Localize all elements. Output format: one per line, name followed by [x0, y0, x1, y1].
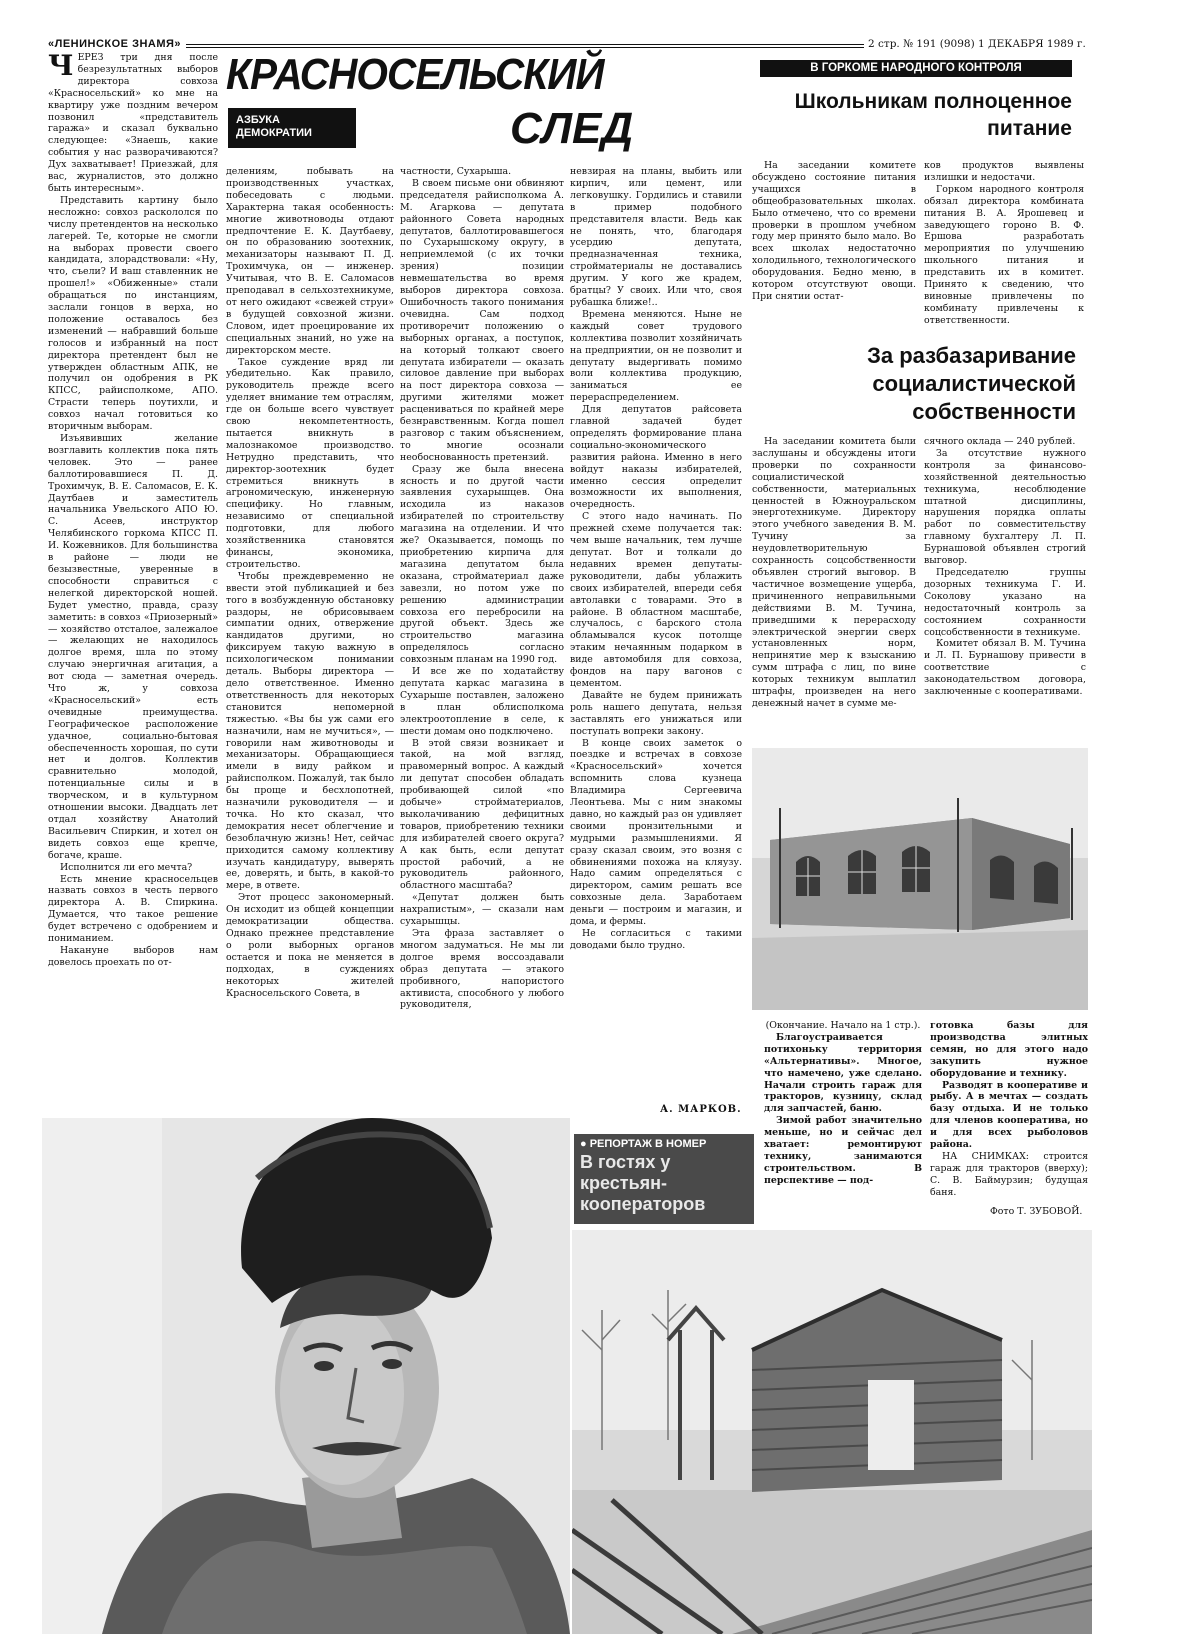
nutrition-column-2	[924, 160, 1084, 335]
paragraph: В конце своих заметок о поездке и встречах в совхозе «Красносельский» хочется вспомнить слова кузнеца Владимира Сергеевича Леонтьева. Мы с ним знакомы давно, но каждый раз он удивляет своими пронзительными и мудрыми размышлениями. Я сразу сказал своим, это возня с обвинениями похожа на кляузу. Надо самим определяться с директором, самим решать все совхозные дела. Заработаем деньги — построим и магазин, и дома, и фермы.	[570, 737, 742, 928]
paragraph: Комитет обязал В. М. Тучина и Л. П. Бурнашову привести в соответствие с законодательством договора, заключенные с кооперативами.	[924, 638, 1086, 698]
paragraph: ЕРЕЗ три дня после безрезультатных выборов директора совхоза «Красносельский» ко мне на квартиру уже поздним вечером позвонил «представитель гаража» и сказал буквально следующее: «Знаешь, какие события у нас разворачиваются? Дух захватывает! Приезжай, для вас, журналистов, это должно быть интересным».	[48, 52, 218, 194]
rubric-box	[228, 108, 356, 148]
paragraph: Разводят в кооперативе и рыбу. А в мечтах — создать базу отдыха. И не только для членов кооператива, но и для всех рыболовов района.	[930, 1079, 1088, 1151]
newspaper-name: «ЛЕНИНСКОЕ ЗНАМЯ»	[48, 38, 182, 50]
paragraph: Такое суждение вряд ли убедительно. Как правило, руководитель прежде всего уделяет внимание тем отраслям, где он больше всего чувствует свою некомпетентность, пытается вникнуть в малознакомое производство. Нетрудно представить, что директор-зоотехник будет стремиться вникнуть в агрономическую, инженерную специфику. Но главным, независимо от специальной подготовки, для любого хозяйственника становятся финансы, экономика, строительство.	[226, 356, 394, 570]
embezzlement-column-2	[924, 436, 1086, 742]
paragraph: За отсутствие нужного контроля за финансово-хозяйственной деятельностью техникума, несоблюдение штатной дисциплины, нарушения порядка оплаты работ по совместительству главному бухгалтеру Л. П. Бурнашовой объявлен строгий выговор.	[924, 447, 1086, 567]
report-column-1	[764, 1020, 922, 1228]
article-title-line1: КРАСНОСЕЛЬСКИЙ	[226, 50, 604, 99]
paragraph: Есть мнение красносельцев назвать совхоз в честь первого директора А. В. Спиркина. Думается, что такое решение будет встречено с одобрением и пониманием.	[48, 873, 218, 945]
paragraph: Зимой работ значительно меньше, но и сейчас дел хватает: ремонтируют технику, занимаются строительством. В перспективе — под-	[764, 1115, 922, 1186]
paragraph: Накануне выборов нам довелось проехать по от-	[48, 944, 218, 968]
headline-school-nutrition: Школьникам полноценное питание	[794, 90, 1072, 140]
paragraph: сячного оклада — 240 рублей.	[924, 436, 1076, 447]
paragraph: Эта фраза заставляет о многом задуматься. Не мы ли долгое время воссоздавали образ депутата — этакого пробивного, напористого активиста, способного у любого руководителя,	[400, 928, 564, 1011]
paragraph: (Окончание. Начало на 1 стр.).	[765, 1020, 921, 1031]
paragraph: Сразу же была внесена ясность и по другой части заявления сухарышцев. Она исходила из наказов избирателей по строительству магазина на отделении. И что же? Оказывается, помощь по приобретению кирпича для магазина депутатом была оказана, стройматериал даже завезли, но потом уже по решению администрации совхоза его перебросили на другой объект. Здесь же строительство магазина определялось согласно совхозным планам на 1990 год.	[400, 463, 564, 666]
headline-embezzlement: За разбазаривание социалистической собственности	[867, 343, 1076, 424]
paragraph: частности, Сухарыша.	[400, 166, 512, 177]
photo-bathhouse	[572, 1230, 1092, 1634]
paragraph: На заседании комитете обсуждено состояние питания учащихся в общеобразовательных школах. Было отмечено, что со времени проверки в прошлом учебном году мер принято было мало. Во всех школах недостаточно холодильного, технологического оборудования. Бедно меню, в котором отсутствуют овощи. При снятии остат-	[752, 160, 916, 302]
photo-portrait	[42, 1118, 570, 1634]
paragraph: Не согласиться с такими доводами было трудно.	[570, 928, 742, 951]
rubric-label: АЗБУКА ДЕМОКРАТИИ	[236, 114, 312, 139]
paragraph: В своем письме они обвиняют председателя райисполкома А. М. Агаркова — депутата районного Совета народных депутатов, баллотировавшегося по Сухарышскому округу, в неприемлемой (с их точки зрения) позиции невмешательства во время выборов директора совхоза. Ошибочность такого понимания очевидна. Сам подход противоречит положению о выборных органах, а поступок, на который толкают своего депутата избиратели — оказать силовое давление при выборах на пост директора совхоза — другими жителями может расцениваться по крайней мере безнравственным. Когда пошел разговор с таким объяснением, то многие осознали необоснованность претензий.	[400, 177, 564, 463]
paragraph: С этого надо начинать. По прежней схеме получается так: чем выше начальник, тем лучше депутат. Вот и толкали до недавних времен депутаты-руководители, дабы ублажить своих избирателей, впереди себя автолавки с товарами. Это в районе. В областном масштабе, случалось, с барского стола обламывался кусок потолще этаким нечаянным подарком в виде автомобиля для совхоза, фондов на пару вагонов с цементом.	[570, 511, 742, 689]
paragraph: НА СНИМКАХ: строится гараж для тракторов (вверху); С. В. Баймурзин; будущая баня.	[930, 1150, 1088, 1198]
paragraph: В этой связи возникает и такой, на мой взгляд, правомерный вопрос. А каждый ли депутат способен обладать пробивающей силой «по добыче» стройматериалов, выколачиванию дефицитных товаров, приобретению техники для избирателей своего округа? А как быть, если депутат простой рабочий, а не руководитель районного, областного масштаба?	[400, 737, 564, 892]
paragraph: невзирая на планы, выбить или кирпич, или цемент, или легковушку. Гордились и ставили в пример подобного представителя власти. Ведь как не понять, что, благодаря усердию депутата, предназначенная техника, стройматериалы не доставались другим. У кого же крадем, братцы? У своих. Или что, своя рубашка ближе!..	[570, 166, 742, 308]
article-author: А. МАРКОВ.	[660, 1104, 742, 1115]
paragraph: Председателю группы дозорных техникума Г. И. Соколову указано на недостаточный контроль за состоянием сохранности соцсобственности в техникуме.	[924, 566, 1086, 638]
paragraph: Времена меняются. Ныне не каждый совет трудового коллектива позволит хозяйничать на предприятии, он не позволит и депутату выдергивать помимо воли коллектива продукцию, заниматься ее перераспределением.	[570, 308, 742, 404]
page-info: 2 стр. № 191 (9098) 1 ДЕКАБРЯ 1989 г.	[868, 38, 1086, 50]
report-box	[574, 1134, 754, 1224]
paragraph: И все же по ходатайству депутата каркас магазина в Сухарыше поставлен, заложено в план облисполкома электроотопление в селе, к шести домам оно подключено.	[400, 666, 564, 737]
dropcap: Ч	[48, 52, 74, 82]
paragraph: Чтобы преждевременно не ввести этой публикацией и без того в возбужденную обстановку раздоры, не обрисовываем симпатии одних, отвержение кандидатов другими, но фиксируем такую важную в психологическом понимании деталь. Выборы директора — дело ответственное. Именно ответственность для некоторых становится непомерной тяжестью. «Вы бы уж сами его назначили, нам не мучиться», — говорили нам животноводы и механизаторы. Обращающиеся имели в виду райком и райисполком. Пожалуй, так было бы проще и бесхлопотней, назначили руководителя — и точка. Но кто сказал, что демократия несет облегчение и безоблачную жизнь! Нет, сейчас приходится самому коллективу изучать кандидатуру, выверять ее, доверять, и быть, в какой-то мере, в ответе.	[226, 570, 394, 892]
report-title: В гостях у крестьян-кооператоров	[580, 1152, 706, 1214]
paragraph: Исполнится ли его мечта?	[60, 861, 193, 873]
paragraph: Для депутатов райсовета главной задачей будет определять формирование плана социально-экономического развития района. Именно в него войдут наказы избирателей, именно сессия определит возможности их выполнения, очередность.	[570, 404, 742, 511]
article-column-1	[48, 52, 218, 1116]
embezzlement-column-1	[752, 436, 916, 742]
control-banner: В ГОРКОМЕ НАРОДНОГО КОНТРОЛЯ	[760, 60, 1072, 77]
nutrition-column-1	[752, 160, 916, 330]
photo-garage	[752, 748, 1088, 1010]
report-rubric: ● РЕПОРТАЖ В НОМЕР	[580, 1138, 707, 1150]
paragraph: Этот процесс закономерный. Он исходит из общей концепции демократизации общества. Однако прежнее представление о роли выборных органов остается и пока не меняется в подходах, в суждениях некоторых жителей Красносельского Совета, в	[226, 892, 394, 999]
article-title-line2: СЛЕД	[510, 104, 634, 153]
paragraph: Представить картину было несложно: совхоз раскололся по числу претендентов на несколько лагерей. Те, которые не смогли на выборах провести своего кандидата, злорадствовали: «Ну, что, съели? И ваш ставленник не прошел!» «Обиженные» стали обращаться по инстанциям, заслали гонцов в верха, но положение оставалось без изменений — набравший больше голосов и избранный на пост директора претендент был не утвержден областным АПК, не получил он одобрения в РК КПСС, райисполкоме, АПО. Страсти теперь поутихли, и совхоз начал готовиться ко вторичным выборам.	[48, 194, 218, 433]
paragraph: На заседании комитета были заслушаны и обсуждены итоги проверки по сохранности социалистической собственности, материальных ценностей в Южноуральском энерготехникуме. Директору этого учебного заведения В. М. Тучину за неудовлетворительную сохранность соцсобственности объявлен строгий выговор. В частичное возмещение ущерба, причиненного неправильными действиями В. М. Тучина, приведшими к перерасходу электрической энергии сверх установленных норм, непринятие мер к взысканию сумм штрафа с лиц, по вине которых техникум выплатил штрафы, произведен на него денежный начет в сумме ме-	[752, 436, 916, 709]
paragraph: Изъявивших желание возглавить коллектив пока пять человек. Это — ранее баллотировавшиеся П. Д. Трохимчук, В. Е. Саломасов, Е. К. Даутбаев и заместитель начальника Увельского АПО Ю. С. Асеев, инструктор Челябинского горкома КПСС П. И. Кожевников. Для большинства в районе — люди не безызвестные, уверенные в способности справиться с нелегкой директорской ношей. Будет уместно, правда, сразу заметить: в совхоз «Приозерный» — хозяйство отсталое, залежалое — желающих не находилось долгое время, шла по этому случаю энергичная агитация, а вот сюда — заметная очередь. Что ж, у совхоза «Красносельский» есть очевидные преимущества. Географическое расположение удачное, социально-бытовая обеспеченность хорошая, по сути нет и долгов. Коллектив сравнительно молодой, потенциальные силы и в творческом, и в культурном отношении высоки. Двадцать лет отдал хозяйству Анатолий Васильевич Спиркин, и хотел он видеть совхоз еще крепче, богаче, краше.	[48, 433, 218, 861]
paragraph: ков продуктов выявлены излишки и недостачи.	[924, 160, 1084, 183]
paragraph: «Депутат должен быть нахрапистым», — сказали нам сухарышцы.	[400, 892, 564, 928]
article-column-3	[400, 166, 564, 1116]
photo-credit: Фото Т. ЗУБОВОЙ.	[990, 1206, 1083, 1217]
report-column-2	[930, 1020, 1088, 1200]
paragraph: Горком народного контроля обязал директора комбината питания В. А. Ярошевец и заведующего гороно В. Ф. Ершова разработать мероприятия по улучшению школьного питания и представить их в комитет. Принято к сведению, что виновные привлечены по комбинату привлечены к ответственности.	[924, 183, 1084, 326]
header-rule	[186, 44, 864, 48]
paragraph: Благоустраивается потихоньку территория «Альтернативы». Многое, что намечено, уже сделано. Начали строить гараж для тракторов, кузницу, склад для запчастей, баню.	[764, 1031, 922, 1115]
paragraph: Давайте не будем принижать роль нашего депутата, нельзя заставлять его унижаться или поступать вопреки закону.	[570, 689, 742, 737]
article-column-2	[226, 166, 394, 1116]
paragraph: делениям, побывать на производственных участках, побеседовать с людьми. Характерна такая особенность: многие животноводы отдают предпочтение Е. К. Даутбаеву, он по образованию зоотехник, механизаторы называют П. Д. Трохимчука, он — инженер. Учитывая, что В. Е. Саломасов преподавал в сельхозтехникуме, от него ожидают «свежей струи» в будущей совхозной жизни. Словом, идет проецирование их специальных знаний, но уже на директорском месте.	[226, 166, 394, 356]
paragraph: готовка базы для производства элитных семян, но для этого надо закупить нужное оборудование и технику.	[930, 1020, 1088, 1079]
article-column-4	[570, 166, 742, 1100]
